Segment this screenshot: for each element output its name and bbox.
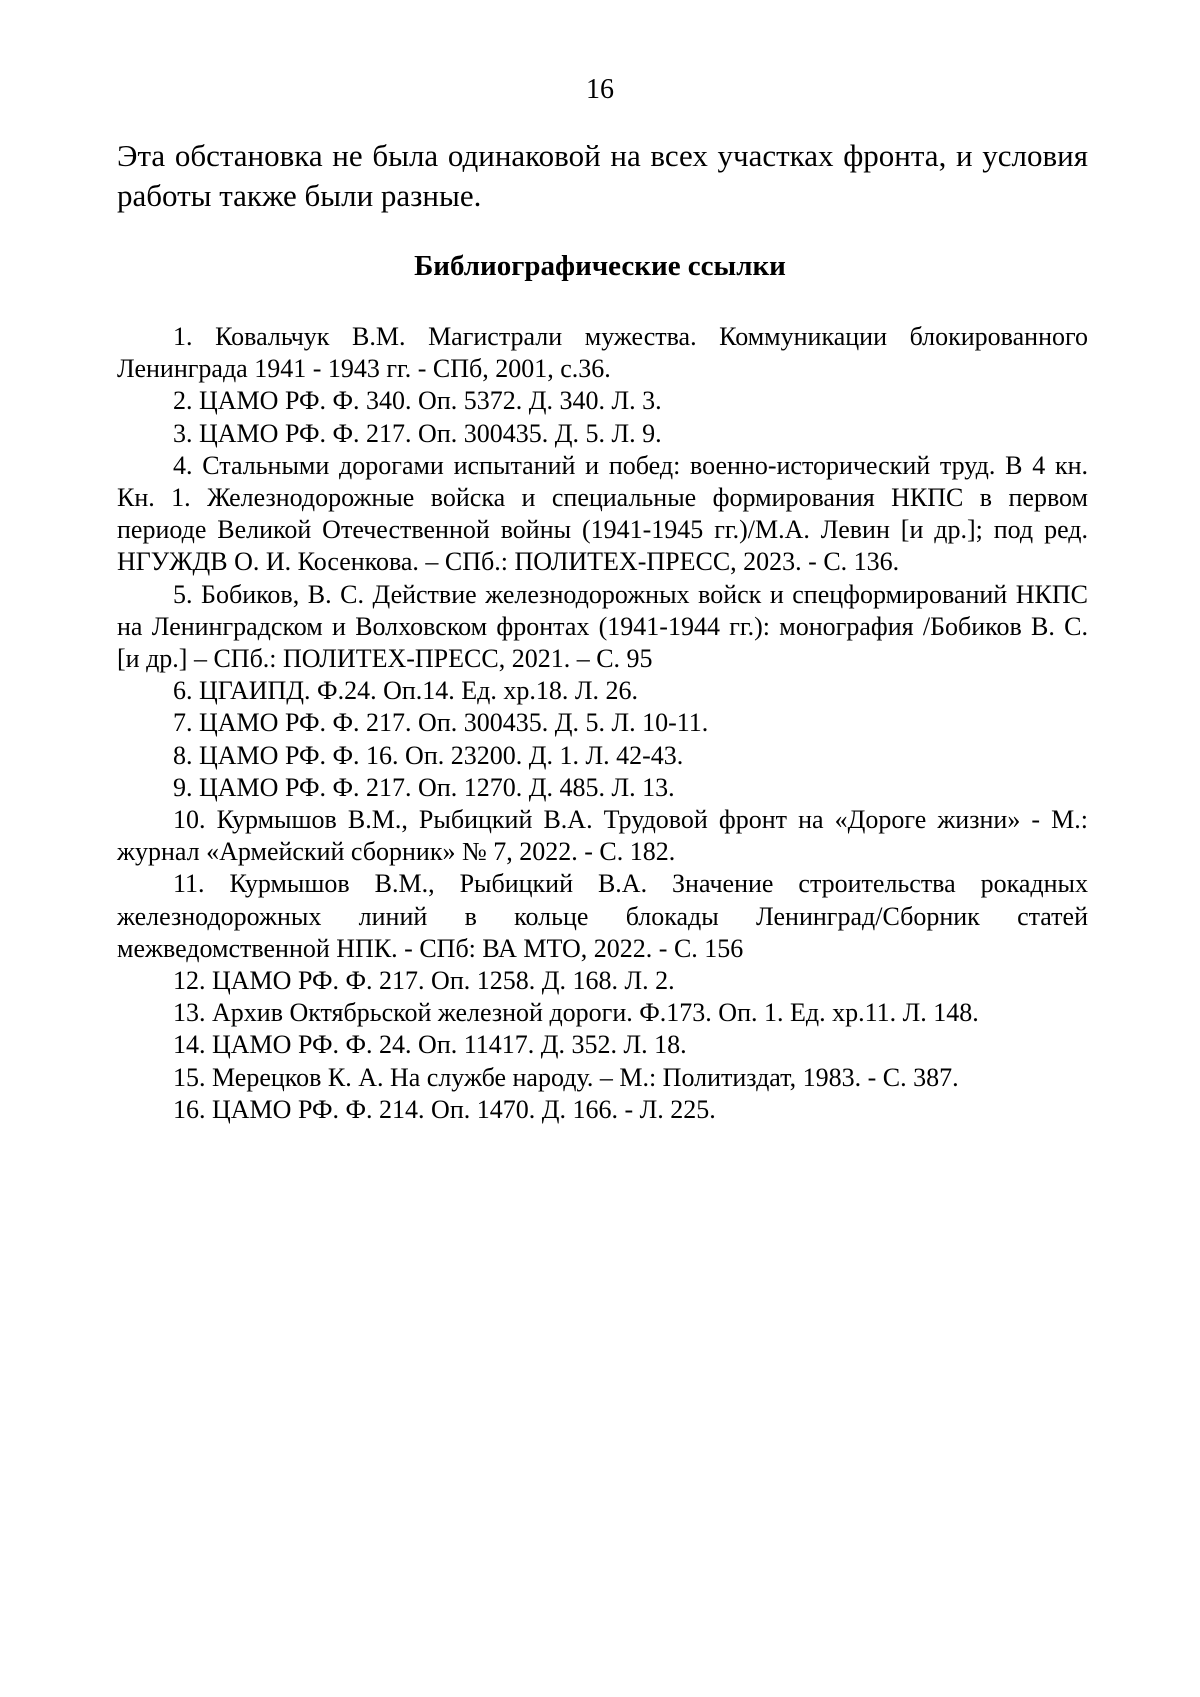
reference-item: 14. ЦАМО РФ. Ф. 24. Оп. 11417. Д. 352. Л. 18. xyxy=(173,1030,687,1060)
reference-item: 16. ЦАМО РФ. Ф. 214. Оп. 1470. Д. 166. - Л. 225. xyxy=(173,1094,716,1124)
reference-item: 10. Курмышов В.М., Рыбицкий В.А. Трудовой фронт на «Дороге жизни» - М.: журнал «Армейский сборник» № 7, 2022. - С. 182. xyxy=(117,805,1088,867)
reference-item: 11. Курмышов В.М., Рыбицкий В.А. Значение строительства рокадных железнодорожных линий в кольце блокады Ленинград/Сборник статей межведомственной НПК. - СПб: ВА МТО, 2022. - С. 156 xyxy=(117,869,1088,963)
reference-item: 4. Стальными дорогами испытаний и побед: военно-исторический труд. В 4 кн. Кн. 1. Железнодорожные войска и специальные формирования НКПС в первом периоде Великой Отечественной войны (1941-1945 гг.)/М.А. Левин [и др.]; под ред. НГУЖДВ О. И. Косенкова. – СПб.: ПОЛИТЕХ-ПРЕСС, 2023. - С. 136. xyxy=(117,450,1088,577)
reference-item: 9. ЦАМО РФ. Ф. 217. Оп. 1270. Д. 485. Л. 13. xyxy=(173,772,675,802)
section-heading: Библиографические ссылки xyxy=(414,250,786,282)
reference-item: 2. ЦАМО РФ. Ф. 340. Оп. 5372. Д. 340. Л. 3. xyxy=(173,386,662,416)
reference-item: 15. Мерецков К. А. На службе народу. – М.: Политиздат, 1983. - С. 387. xyxy=(173,1062,959,1092)
reference-list xyxy=(117,321,1088,1126)
reference-item: 13. Архив Октябрьской железной дороги. Ф.173. Оп. 1. Ед. хр.11. Л. 148. xyxy=(173,998,979,1028)
page-number: 16 xyxy=(586,74,614,105)
intro-paragraph: Эта обстановка не была одинаковой на всех участках фронта, и условия работы также были разные. xyxy=(117,138,1088,213)
reference-item: 3. ЦАМО РФ. Ф. 217. Оп. 300435. Д. 5. Л. 9. xyxy=(173,418,662,448)
reference-item: 5. Бобиков, В. С. Действие железнодорожных войск и спецформирований НКПС на Ленинградском и Волховском фронтах (1941-1944 гг.): монография /Бобиков В. С. [и др.] – СПб.: ПОЛИТЕХ-ПРЕСС, 2021. – С. 95 xyxy=(117,579,1088,674)
reference-item: 7. ЦАМО РФ. Ф. 217. Оп. 300435. Д. 5. Л. 10-11. xyxy=(173,708,709,738)
reference-item: 8. ЦАМО РФ. Ф. 16. Оп. 23200. Д. 1. Л. 42-43. xyxy=(173,740,684,770)
reference-item: 1. Ковальчук В.М. Магистрали мужества. Коммуникации блокированного Ленинграда 1941 - 1943 гг. - СПб, 2001, с.36. xyxy=(117,322,1088,384)
reference-item: 6. ЦГАИПД. Ф.24. Оп.14. Ед. хр.18. Л. 26. xyxy=(173,676,639,706)
reference-item: 12. ЦАМО РФ. Ф. 217. Оп. 1258. Д. 168. Л. 2. xyxy=(173,966,675,996)
